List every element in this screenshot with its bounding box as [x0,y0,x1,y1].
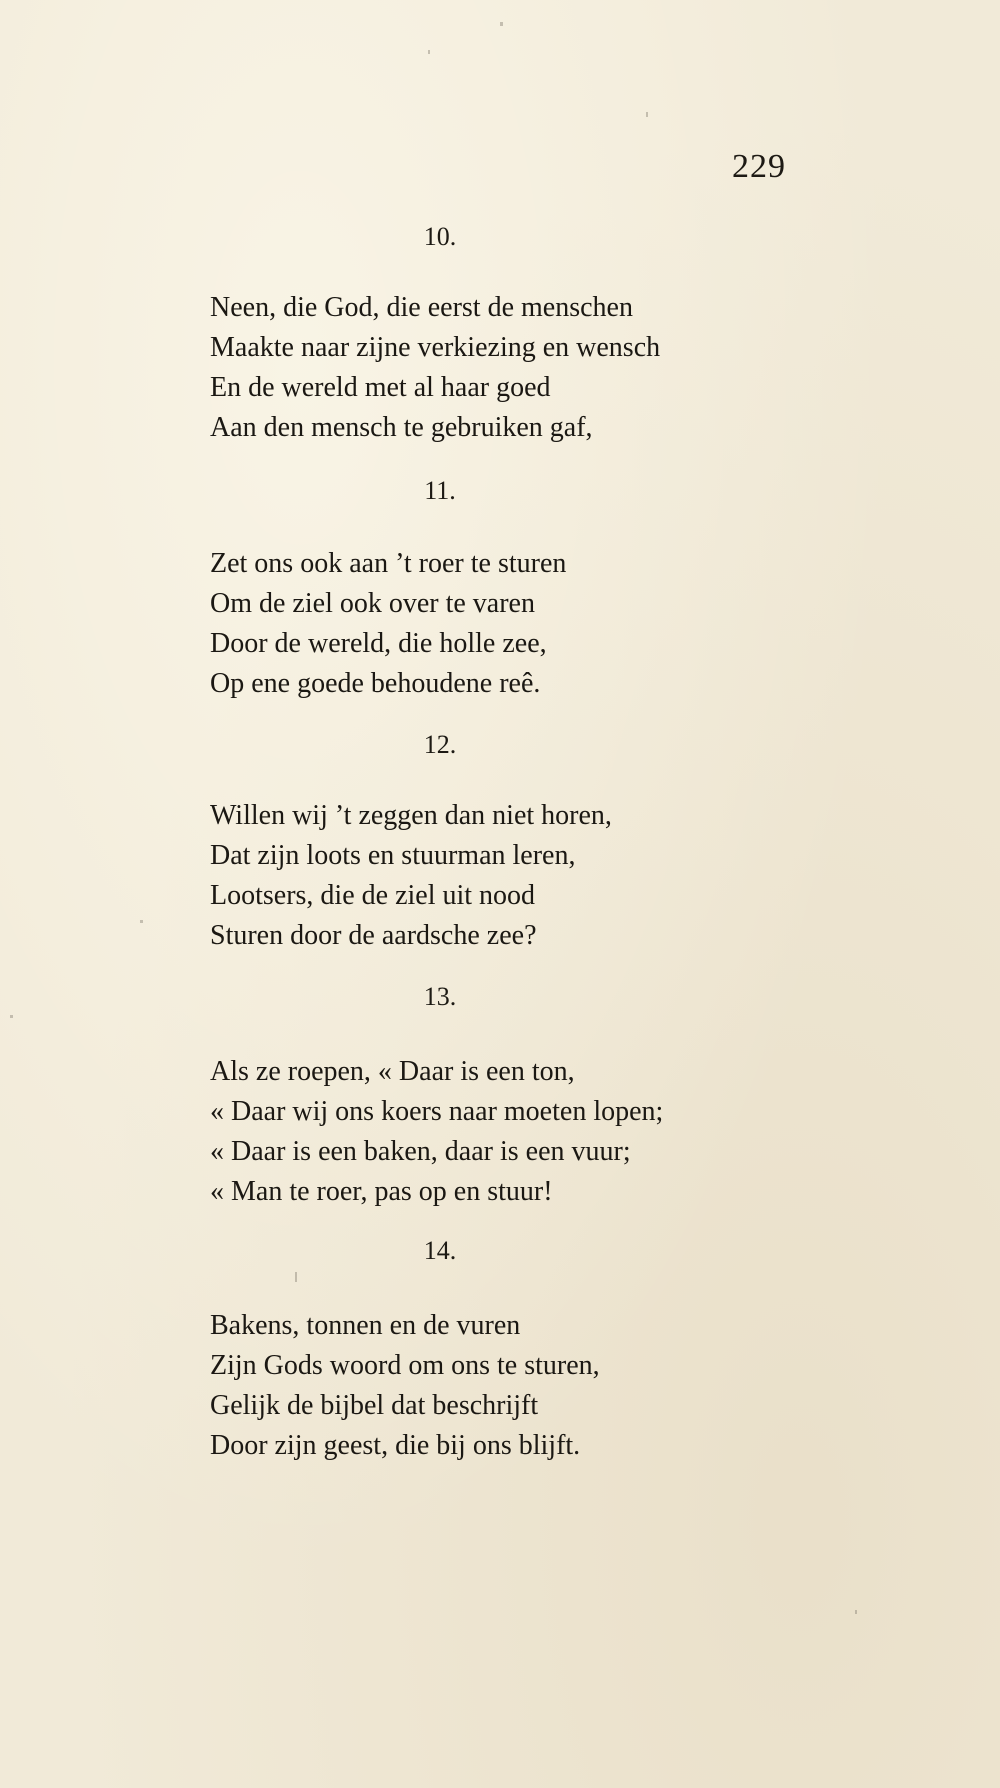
paper-speck [855,1610,857,1614]
verse-line: Zet ons ook aan ’t roer te sturen [210,548,567,579]
verse-line: Zijn Gods woord om ons te sturen, [210,1350,600,1381]
paper-speck [428,50,430,54]
verse-line: Dat zijn loots en stuurman leren, [210,840,576,871]
verse-line: Bakens, tonnen en de vuren [210,1310,521,1341]
stanza [210,796,770,956]
paper-speck [646,112,648,117]
paper-speck [295,1272,297,1282]
verse-line: « Daar is een baken, daar is een vuur; [210,1136,631,1167]
stanza [210,1306,770,1466]
verse-line: Maakte naar zijne verkiezing en wensch [210,332,661,363]
verse-line: Op ene goede behoudene reê. [210,668,541,699]
stanza-number: 11. [424,476,456,505]
verse-line: Willen wij ’t zeggen dan niet horen, [210,800,612,831]
stanza [210,544,770,704]
verse-line: Door de wereld, die holle zee, [210,628,547,659]
verse-line: « Daar wij ons koers naar moeten lopen; [210,1096,664,1127]
stanza-number: 14. [423,1236,457,1265]
verse-line: En de wereld met al haar goed [210,372,551,403]
stanza-number: 13. [423,982,457,1011]
verse-line: Om de ziel ook over te varen [210,588,535,619]
stanza [210,288,770,448]
verse-line: Als ze roepen, « Daar is een ton, [210,1056,575,1087]
verse-line: Sturen door de aardsche zee? [210,920,537,951]
stanza-number: 10. [423,222,457,251]
verse-line: Lootsers, die de ziel uit nood [210,880,536,911]
verse-line: Neen, die God, die eerst de menschen [210,292,633,323]
paper-speck [10,1015,13,1018]
page-number: 229 [732,148,786,185]
verse-line: Aan den mensch te gebruiken gaf, [210,412,593,443]
paper-speck [140,920,143,923]
verse-line: « Man te roer, pas op en stuur! [210,1176,553,1207]
paper-speck [500,22,503,26]
stanza [210,1052,770,1212]
verse-line: Door zijn geest, die bij ons blijft. [210,1430,581,1461]
verse-line: Gelijk de bijbel dat beschrijft [210,1390,539,1421]
stanza-number: 12. [423,730,457,759]
